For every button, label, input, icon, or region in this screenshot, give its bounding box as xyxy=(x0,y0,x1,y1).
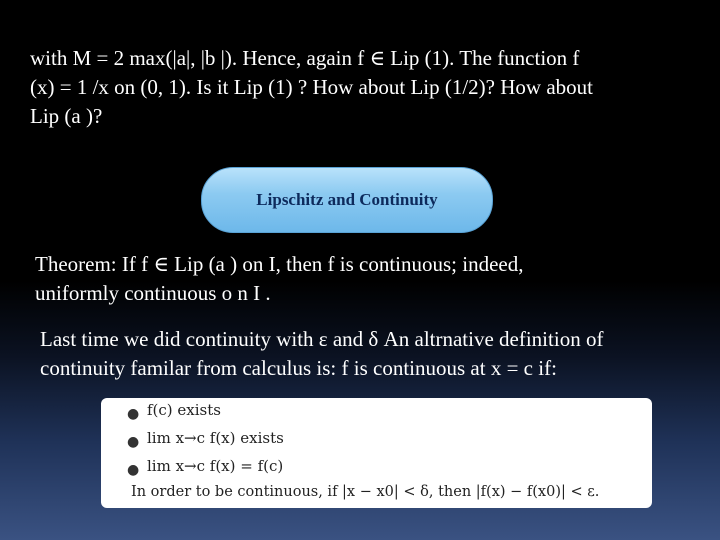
bullet-dot-icon: ● xyxy=(127,462,140,478)
theorem-line-2: uniformly continuous o n I . xyxy=(35,281,271,305)
theorem-line-1: Theorem: If f ∈ Lip (a ) on I, then f is continuous; indeed, xyxy=(35,252,524,276)
condition-item-2: lim x→c f(x) exists xyxy=(147,429,284,447)
continuity-paragraph xyxy=(40,325,603,383)
bullet-dot-icon: ● xyxy=(127,406,140,422)
condition-item-3: lim x→c f(x) = f(c) xyxy=(147,457,284,475)
intro-line-3: Lip (a )? xyxy=(30,104,103,128)
continuity-line-2: continuity familar from calculus is: f is continuous at x = c if: xyxy=(40,356,557,380)
intro-paragraph xyxy=(30,44,700,131)
continuity-line-1: Last time we did continuity with ε and δ An altrnative definition of xyxy=(40,327,604,351)
section-title-label: Lipschitz and Continuity xyxy=(256,190,438,209)
continuity-condition-note: In order to be continuous, if |x − x0| < δ, then |f(x) − f(x0)| < ε. xyxy=(131,484,600,500)
intro-line-2: (x) = 1 /x on (0, 1). Is it Lip (1) ? How about Lip (1/2)? How about xyxy=(30,75,593,99)
conditions-image-box xyxy=(101,398,652,508)
intro-line-1: with M = 2 max(|a|, |b |). Hence, again f ∈ Lip (1). The function f xyxy=(30,46,580,70)
condition-item-1: f(c) exists xyxy=(147,401,221,419)
theorem-paragraph xyxy=(35,250,524,308)
bullet-dot-icon: ● xyxy=(127,434,140,450)
section-title-button[interactable] xyxy=(201,167,493,233)
